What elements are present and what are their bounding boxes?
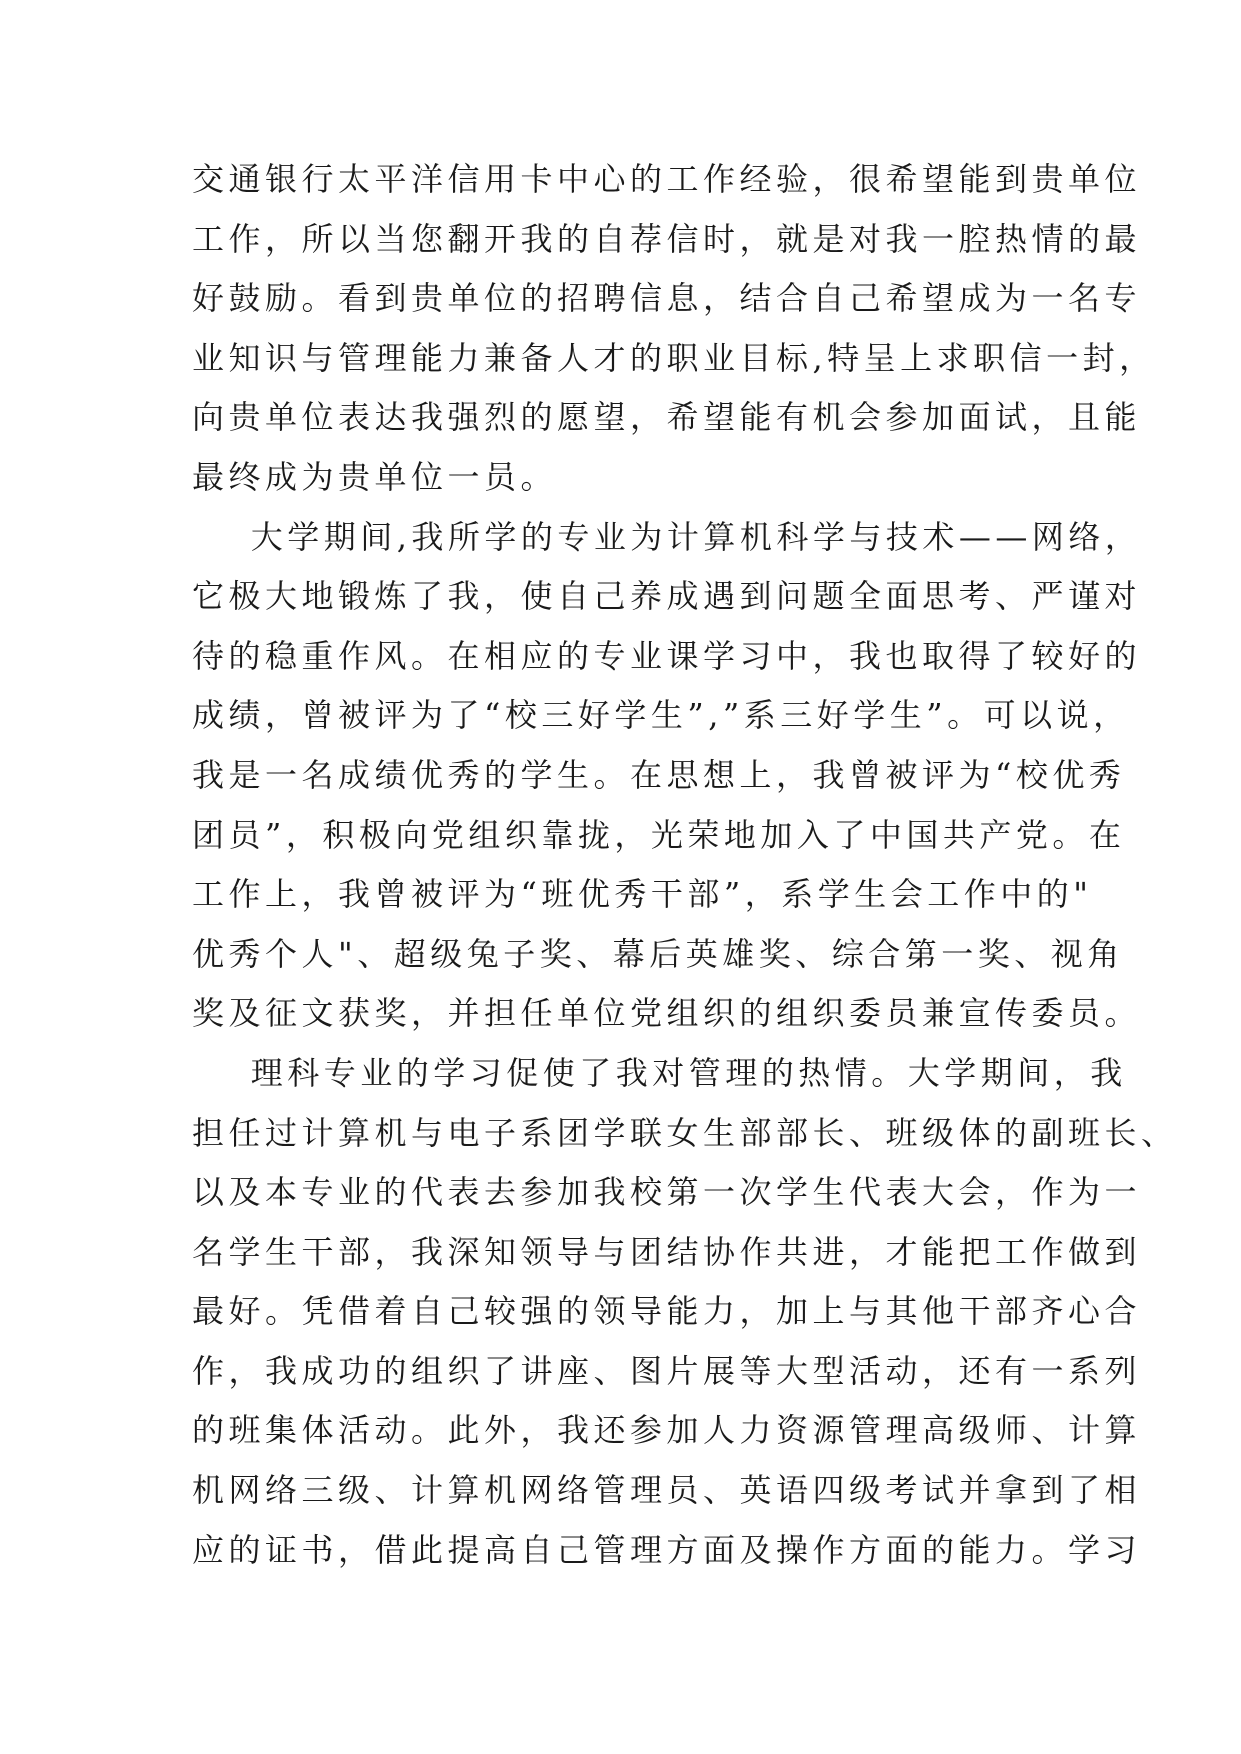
text-line: 以及本专业的代表去参加我校第一次学生代表大会，作为一 xyxy=(192,1173,1142,1212)
text-line: 成绩，曾被评为了“校三好学生”,”系三好学生”。可以说， xyxy=(192,696,1130,735)
text-line: 它极大地锻炼了我，使自己养成遇到问题全面思考、严谨对 xyxy=(192,577,1142,616)
text-line: 工作，所以当您翻开我的自荐信时，就是对我一腔热情的最 xyxy=(192,219,1142,258)
letter-body xyxy=(192,150,1178,1580)
text-line: 交通银行太平洋信用卡中心的工作经验，很希望能到贵单位 xyxy=(192,160,1142,198)
text-line: 作，我成功的组织了讲座、图片展等大型活动，还有一系列 xyxy=(192,1351,1142,1390)
text-line: 理科专业的学习促使了我对管理的热情。大学期间，我 xyxy=(192,1053,1127,1092)
text-line: 大学期间,我所学的专业为计算机科学与技术——网络， xyxy=(192,517,1142,556)
text-line: 工作上，我曾被评为“班优秀干部”，系学生会工作中的" xyxy=(192,875,1093,914)
text-line: 担任过计算机与电子系团学联女生部部长、班级体的副班长、 xyxy=(192,1113,1178,1152)
text-line: 待的稳重作风。在相应的专业课学习中，我也取得了较好的 xyxy=(192,636,1142,675)
text-line: 向贵单位表达我强烈的愿望，希望能有机会参加面试，且能 xyxy=(192,398,1142,437)
text-line: 奖及征文获奖，并担任单位党组织的组织委员兼宣传委员。 xyxy=(192,994,1142,1033)
text-line: 最好。凭借着自己较强的领导能力，加上与其他干部齐心合 xyxy=(192,1292,1142,1331)
text-line: 的班集体活动。此外，我还参加人力资源管理高级师、计算 xyxy=(192,1411,1142,1450)
text-line: 团员”，积极向党组织靠拢，光荣地加入了中国共产党。在 xyxy=(192,815,1126,854)
text-line: 好鼓励。看到贵单位的招聘信息，结合自己希望成为一名专 xyxy=(192,279,1142,318)
text-line: 最终成为贵单位一员。 xyxy=(192,457,558,496)
text-line: 应的证书，借此提高自己管理方面及操作方面的能力。学习 xyxy=(192,1530,1142,1569)
text-line: 名学生干部，我深知领导与团结协作共进，才能把工作做到 xyxy=(192,1232,1142,1271)
text-line: 我是一名成绩优秀的学生。在思想上，我曾被评为“校优秀 xyxy=(192,755,1126,794)
text-line: 机网络三级、计算机网络管理员、英语四级考试并拿到了相 xyxy=(192,1471,1142,1510)
text-line: 优秀个人"、超级兔子奖、幕后英雄奖、综合第一奖、视角 xyxy=(192,934,1124,973)
text-line: 业知识与管理能力兼备人才的职业目标,特呈上求职信一封， xyxy=(192,338,1156,377)
